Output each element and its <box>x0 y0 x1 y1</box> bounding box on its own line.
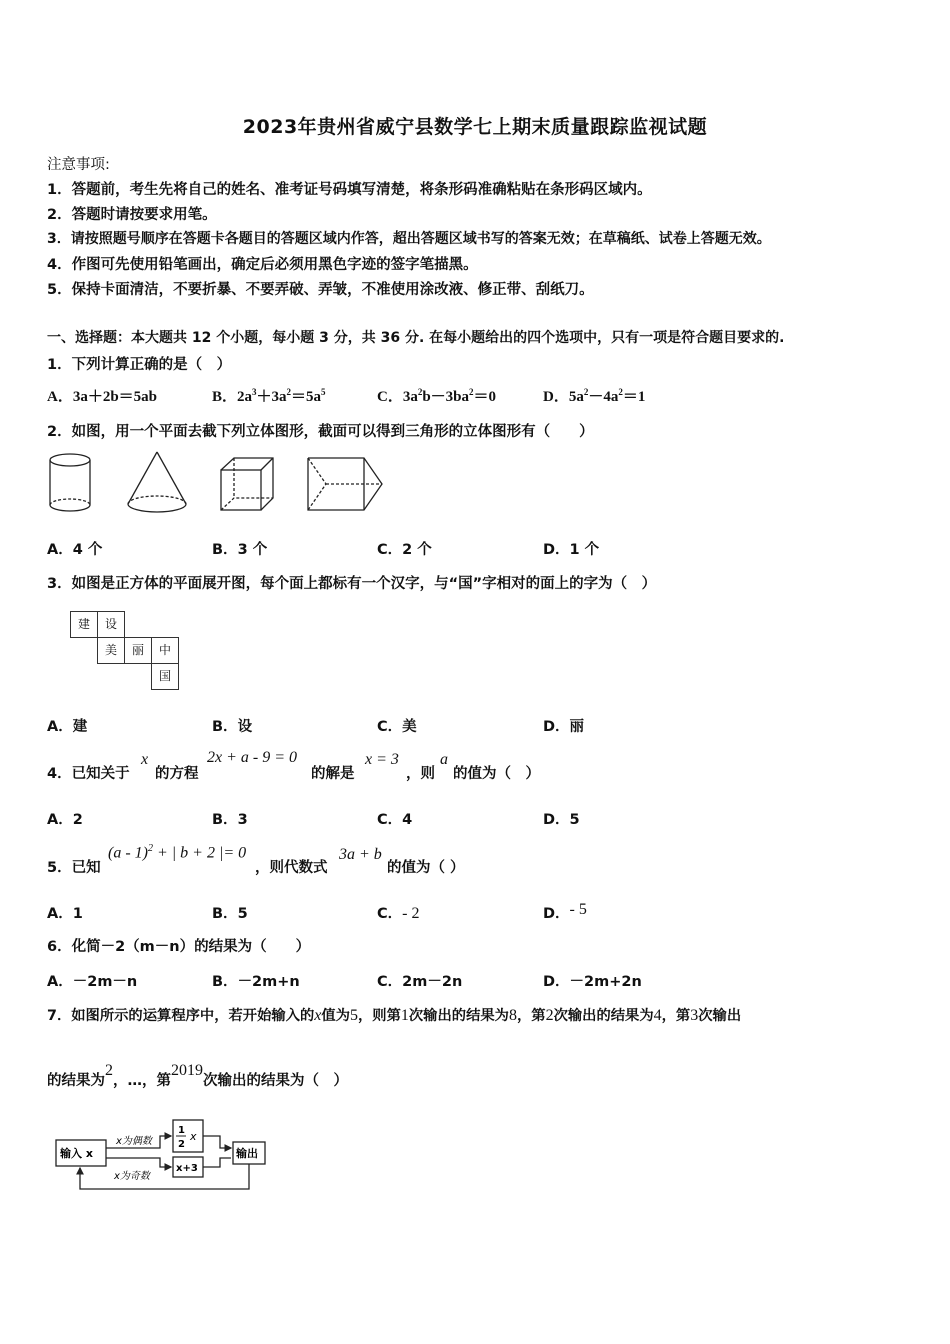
option-text: 2 <box>72 812 83 828</box>
q5-text-1: 5．已知 <box>47 860 101 876</box>
q5-option-c <box>377 902 419 923</box>
q5-text-3: 的值为（ ） <box>387 860 465 876</box>
option-text: 2m－2n <box>402 974 463 990</box>
q3-option-a <box>47 715 87 736</box>
notice-item: 4．作图可先使用铅笔画出，确定后必须用黑色字迹的签字笔描黑。 <box>47 257 478 273</box>
net-cell: 设 <box>97 611 125 638</box>
q2-option-c <box>377 538 432 559</box>
option-label: A． <box>47 974 73 990</box>
option-label: B． <box>212 719 238 735</box>
q6-option-d <box>543 970 642 991</box>
q5-expression: 3a + b <box>339 846 382 863</box>
option-label: A． <box>47 719 73 735</box>
exponent: 2 <box>286 387 292 397</box>
option-label: C． <box>377 389 403 405</box>
q4-var-a: a <box>440 751 448 768</box>
q4-text-2: 的方程 <box>155 766 199 782</box>
q5-text-2: ，则代数式 <box>255 860 328 876</box>
question-2-stem: 2．如图，用一个平面去截下列立体图形，截面可以得到三角形的立体图形有（ ） <box>47 424 594 440</box>
notice-item: 2．答题时请按要求用笔。 <box>47 207 217 223</box>
q7-number: 8 <box>508 1007 517 1024</box>
exponent: 2 <box>583 387 589 397</box>
option-label: A． <box>47 389 73 405</box>
q7-text: 次输出的结果为 <box>408 1008 509 1024</box>
option-label: C． <box>377 812 403 828</box>
q7-number: 2 <box>105 1062 113 1079</box>
q7-number: 4 <box>653 1007 662 1024</box>
cube-net-figure <box>70 611 190 696</box>
q7-text: ，第 <box>516 1008 546 1024</box>
q7-var-x: x <box>314 1007 322 1024</box>
option-label: A． <box>47 812 73 828</box>
option-text: －2m+2n <box>569 974 642 990</box>
option-text: －2m+n <box>237 974 300 990</box>
q5-option-d <box>543 902 587 923</box>
option-text: ＝1 <box>622 389 646 405</box>
q4-text-5: 的值为（ ） <box>453 766 540 782</box>
q7-number: 5 <box>350 1007 358 1024</box>
question-6-stem: 6．化简－2（m－n）的结果为（ ） <box>47 939 311 955</box>
q4-option-d <box>543 808 580 829</box>
eq-part: + | b + 2 |= 0 <box>152 844 247 862</box>
page-title: 2023年贵州省威宁县数学七上期末质量跟踪监视试题 <box>242 116 708 138</box>
notice-item: 5．保持卡面清洁，不要折暴、不要弄破、弄皱，不准使用涂改液、修正带、刮纸刀。 <box>47 282 594 298</box>
option-text: 2a <box>237 389 253 405</box>
option-text: 5 <box>569 812 580 828</box>
option-text: 3a＋2b＝5ab <box>72 389 158 405</box>
q2-option-a <box>47 538 102 559</box>
net-cell: 中 <box>151 637 179 664</box>
option-label: D． <box>543 906 570 922</box>
exponent: 2 <box>147 843 153 854</box>
option-text: - 2 <box>402 905 420 922</box>
net-cell: 丽 <box>124 637 152 664</box>
q1-option-c <box>377 385 496 406</box>
q7-number: 2019 <box>171 1062 203 1079</box>
program-flowchart <box>50 1112 280 1197</box>
q6-option-c <box>377 970 462 991</box>
q4-text-1: 4．已知关于 <box>47 766 130 782</box>
eq-part: (a - 1) <box>108 844 148 862</box>
notice-heading: 注意事项: <box>47 157 110 173</box>
q5-option-a <box>47 902 83 923</box>
option-text: 设 <box>237 719 253 735</box>
option-label: C． <box>377 719 403 735</box>
q4-option-a <box>47 808 83 829</box>
q4-solution: x = 3 <box>365 751 399 768</box>
q7-text: ，则第 <box>358 1008 401 1024</box>
fraction-variable: x <box>190 1130 197 1143</box>
notice-item: 3．请按照题号顺序在答题卡各题目的答题区域内作答，超出答题区域书写的答案无效；在草稿纸、试卷上答题无效。 <box>47 231 771 247</box>
question-7-line-1 <box>47 1005 741 1025</box>
option-text: 3a <box>402 389 418 405</box>
option-text: 丽 <box>569 719 585 735</box>
q5-equation <box>108 843 246 862</box>
option-text: ＝0 <box>473 389 497 405</box>
q1-option-a <box>47 385 157 406</box>
q4-text-4: ，则 <box>406 766 435 782</box>
option-label: C． <box>377 542 403 558</box>
q7-text: 次输出的结果为（ ） <box>203 1073 348 1089</box>
option-label: C． <box>377 974 403 990</box>
exponent: 2 <box>618 387 623 397</box>
option-text: 2 个 <box>402 542 432 558</box>
q3-option-d <box>543 715 584 736</box>
exponent: 2 <box>469 387 474 397</box>
q4-option-c <box>377 808 412 829</box>
option-text: 5a <box>568 389 584 405</box>
q7-text: 的结果为 <box>47 1073 105 1089</box>
cube-shape <box>221 458 273 510</box>
q7-text: 值为 <box>321 1008 350 1024</box>
q2-option-d <box>543 538 599 559</box>
option-text: ＋3a <box>256 389 287 405</box>
question-3-stem: 3．如图是正方体的平面展开图，每个面上都标有一个汉字，与“国”字相对的面上的字为（ ） <box>47 576 657 592</box>
option-label: A． <box>47 906 73 922</box>
option-text: 3 <box>237 812 248 828</box>
q1-option-d <box>543 385 645 406</box>
even-condition-label: x为偶数 <box>116 1136 152 1147</box>
option-text: 1 <box>72 906 83 922</box>
q3-option-b <box>212 715 252 736</box>
exponent: 3 <box>252 387 257 397</box>
option-label: A． <box>47 542 73 558</box>
option-label: B． <box>212 974 238 990</box>
option-label: B． <box>212 812 238 828</box>
cone-shape <box>128 452 186 512</box>
question-7-line-2 <box>47 1062 348 1090</box>
solids-figure <box>40 448 400 520</box>
option-text: 4 <box>402 812 413 828</box>
option-text: 4 个 <box>72 542 103 558</box>
option-text: 建 <box>72 719 88 735</box>
q7-text: 7．如图所示的运算程序中，若开始输入的 <box>47 1008 315 1024</box>
option-text: 3 个 <box>237 542 268 558</box>
net-cell: 美 <box>97 637 125 664</box>
option-label: B． <box>212 542 238 558</box>
option-text: - 5 <box>569 901 587 918</box>
q2-option-b <box>212 538 267 559</box>
output-label: 输出 <box>236 1147 258 1160</box>
q4-equation: 2x + a - 9 = 0 <box>207 749 298 766</box>
cylinder-shape <box>50 454 90 511</box>
option-label: D． <box>543 812 570 828</box>
option-text: ＝5a <box>291 389 322 405</box>
q7-text: ，…，第 <box>113 1073 171 1089</box>
input-label: 输入 x <box>60 1147 93 1160</box>
q6-option-a <box>47 970 137 991</box>
q7-text: 次输出的结果为 <box>553 1008 654 1024</box>
q7-number: 2 <box>545 1007 554 1024</box>
odd-condition-label: x为奇数 <box>114 1171 150 1182</box>
q1-option-b <box>212 385 326 406</box>
option-label: D． <box>543 542 570 558</box>
net-cell: 建 <box>70 611 98 638</box>
option-label: C． <box>377 906 403 922</box>
q6-option-b <box>212 970 300 991</box>
exponent: 2 <box>417 387 423 397</box>
notice-item: 1．答题前，考生先将自己的姓名、准考证号码填写清楚，将条形码准确粘贴在条形码区域内。 <box>47 182 652 198</box>
fraction-numerator: 1 <box>178 1125 185 1136</box>
option-label: D． <box>543 719 570 735</box>
option-text: －4a <box>588 389 619 405</box>
option-label: D． <box>543 389 569 405</box>
fraction-denominator: 2 <box>178 1139 185 1150</box>
q3-option-c <box>377 715 417 736</box>
plus3-label: x+3 <box>176 1163 198 1174</box>
q4-text-3: 的解是 <box>311 766 355 782</box>
option-text: b－3ba <box>422 389 470 405</box>
q7-text: ，第 <box>661 1008 691 1024</box>
triangular-prism-shape <box>308 458 382 510</box>
option-text: －2m－n <box>72 974 138 990</box>
q7-number: 1 <box>400 1007 409 1024</box>
option-text: 美 <box>402 719 417 735</box>
q4-option-b <box>212 808 248 829</box>
q4-var-x: x <box>141 751 149 768</box>
q7-text: 次输出 <box>698 1008 742 1024</box>
net-cell: 国 <box>151 663 179 690</box>
option-text: 5 <box>237 906 248 922</box>
option-label: B． <box>212 389 238 405</box>
option-label: D． <box>543 974 570 990</box>
q7-number: 3 <box>690 1007 699 1024</box>
q5-option-b <box>212 902 248 923</box>
option-label: B． <box>212 906 238 922</box>
option-text: 1 个 <box>569 542 600 558</box>
question-1-stem: 1．下列计算正确的是（ ） <box>47 357 232 373</box>
section-heading: 一、选择题：本大题共 12 个小题，每小题 3 分，共 36 分. 在每小题给出的四个选项中，只有一项是符合题目要求的. <box>47 330 785 346</box>
exponent: 5 <box>321 387 326 397</box>
